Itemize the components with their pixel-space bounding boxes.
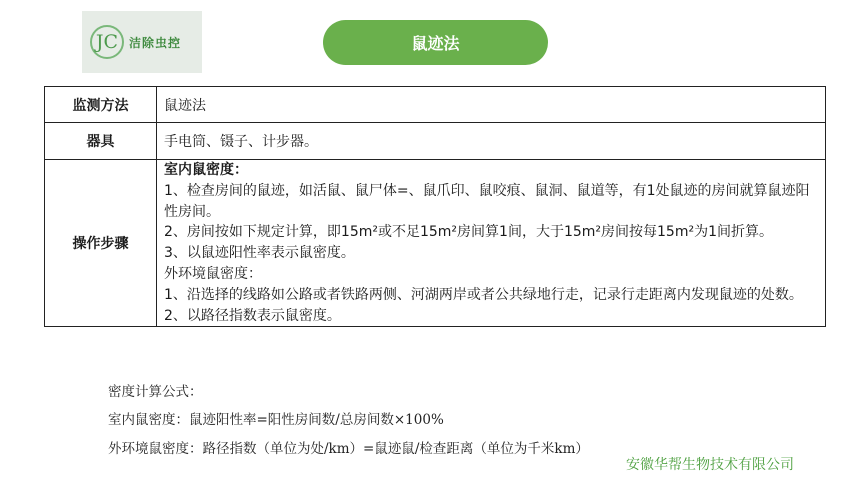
step-line: 2、以路径指数表示鼠密度。 [164, 307, 341, 324]
logo-text: 洁除虫控 [129, 35, 182, 50]
step-line: 2、房间按如下规定计算，即15m²或不足15m²房间算1间，大于15m²房间按每15m²为1间折算。 [164, 224, 773, 241]
row-label-method: 监测方法 [45, 87, 157, 123]
table-row [45, 87, 826, 123]
outdoor-heading: 外环境鼠密度： [164, 265, 262, 282]
row-value-tools: 手电筒、镊子、计步器。 [157, 123, 826, 160]
formula-indoor: 室内鼠密度：鼠迹阳性率=阳性房间数/总房间数×100% [108, 412, 444, 428]
company-name: 安徽华帮生物技术有限公司 [626, 457, 794, 473]
step-line: 3、以鼠迹阳性率表示鼠密度。 [164, 245, 355, 262]
table-row [45, 160, 826, 327]
row-label-tools: 器具 [45, 123, 157, 160]
step-line: 1、检查房间的鼠迹，如活鼠、鼠尸体=、鼠爪印、鼠咬痕、鼠洞、鼠道等，有1处鼠迹的房间就算鼠迹阳性房间。 [164, 182, 810, 220]
title-pill: 鼠迹法 [323, 20, 548, 65]
table-row [45, 123, 826, 160]
row-label-steps: 操作步骤 [45, 160, 157, 327]
formula-title: 密度计算公式： [108, 384, 203, 400]
company-logo [82, 11, 202, 73]
method-table [44, 86, 826, 327]
step-line: 1、沿选择的线路如公路或者铁路两侧、河湖两岸或者公共绿地行走，记录行走距离内发现鼠迹的处数。 [164, 286, 803, 303]
indoor-heading: 室内鼠密度： [164, 162, 248, 178]
formula-outdoor: 外环境鼠密度：路径指数（单位为处/km）=鼠迹鼠/检查距离（单位为千米km） [108, 441, 589, 457]
logo-mark: JC [90, 25, 124, 59]
row-value-method: 鼠迹法 [157, 87, 826, 123]
row-value-steps [157, 160, 826, 327]
